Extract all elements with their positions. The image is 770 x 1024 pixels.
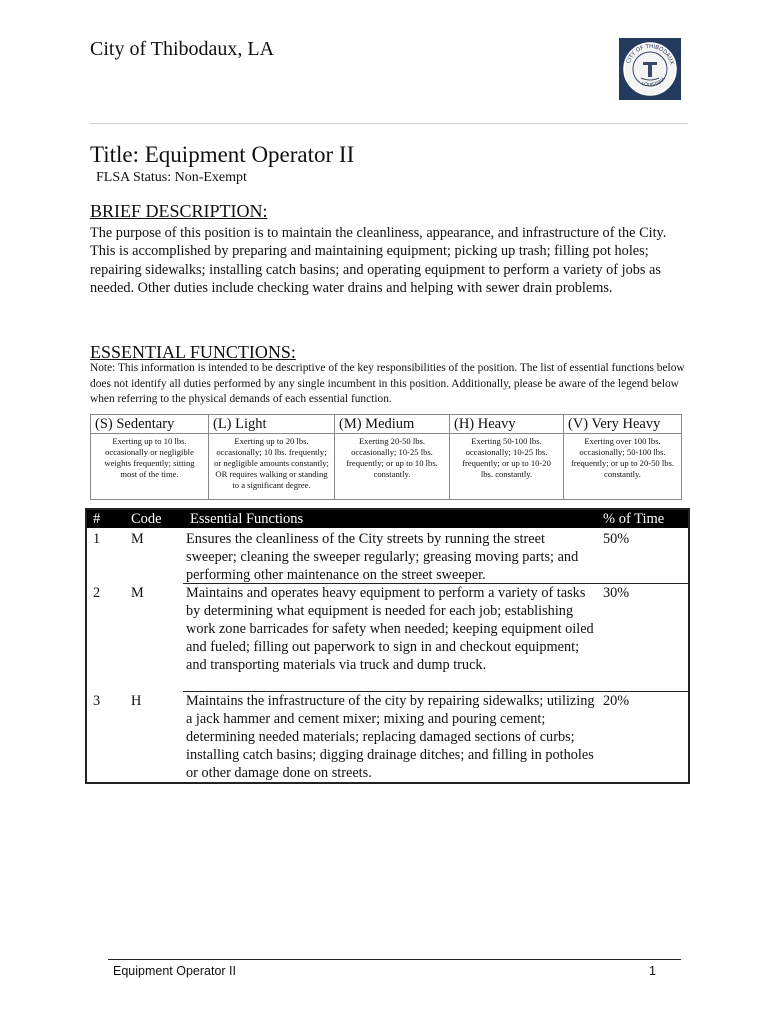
legend-label: (L) Light xyxy=(209,415,334,434)
brief-description-text: The purpose of this position is to maintain the cleanliness, appearance, and infrastructure of the City. This is accomplished by preparing and maintaining equipment; picking up trash; filling pot holes; repairing sidewalks; installing catch basins; and operating equipment to perform a variety of jobs as needed. Other duties include checking water drains and helping with sewer drain problems. xyxy=(90,225,667,296)
legend-description: Exerting over 100 lbs. occasionally; 50-100 lbs. frequently; or up to 20-50 lbs. constantly. xyxy=(570,436,675,479)
seal-bottom-text: LOUISIANA xyxy=(640,76,667,89)
footer-divider xyxy=(108,959,681,960)
row-code: H xyxy=(131,693,142,709)
legend-label: (H) Heavy xyxy=(450,415,563,434)
row-number: 2 xyxy=(93,585,101,601)
brief-description-heading: BRIEF DESCRIPTION: xyxy=(90,201,268,221)
legend-sedentary xyxy=(91,415,209,499)
legend-label: (V) Very Heavy xyxy=(564,415,681,434)
header-essential-functions: Essential Functions xyxy=(190,511,304,527)
essential-functions-table xyxy=(85,508,690,784)
row-percent: 20% xyxy=(603,693,630,709)
job-title: Title: Equipment Operator II xyxy=(90,142,355,167)
row-code: M xyxy=(131,531,144,547)
row-code: M xyxy=(131,585,144,601)
table-header-row xyxy=(87,510,688,528)
row-function-text: Ensures the cleanliness of the City streets by running the street sweeper; cleaning the sweeper regularly; greasing moving parts; and performing other maintenance on the street sweeper. xyxy=(186,531,579,583)
header-divider xyxy=(90,123,688,124)
table-row xyxy=(87,692,688,780)
essential-functions-heading: ESSENTIAL FUNCTIONS: xyxy=(90,342,296,362)
essential-functions-note: Note: This information is intended to be descriptive of the key responsibilities of the position. The list of essential functions below does not identify all duties performed by any single incumbent in this position. Additionally, please be aware of the legend below when referring to the physical demands of each essential function. xyxy=(90,362,685,406)
legend-label: (M) Medium xyxy=(335,415,449,434)
legend-heavy xyxy=(450,415,564,499)
seal-top-text: CITY OF THIBODAUX xyxy=(625,43,675,66)
legend-label: (S) Sedentary xyxy=(91,415,208,434)
footer-page-number: 1 xyxy=(649,964,656,978)
row-percent: 50% xyxy=(603,531,630,547)
row-percent: 30% xyxy=(603,585,630,601)
legend-description: Exerting 50-100 lbs. occasionally; 10-25 lbs. frequently; or up to 10-20 lbs. constantly. xyxy=(462,436,551,479)
legend-medium xyxy=(335,415,450,499)
header-number: # xyxy=(93,511,101,527)
header-city-name: City of Thibodaux, LA xyxy=(90,38,275,60)
row-function-text: Maintains and operates heavy equipment to perform a variety of tasks by determining what equipment is needed for each job; establishing work zone barricades for safety when needed; keeping equipment oiled and fueled; filling out paperwork to sign in and checkout equipment; and transporting materials via truck and dump truck. xyxy=(186,585,594,673)
legend-description: Exerting up to 10 lbs. occasionally or negligible weights frequently; sitting most of the time. xyxy=(104,436,195,479)
row-number: 1 xyxy=(93,531,101,547)
table-row xyxy=(87,530,688,582)
legend-description: Exerting 20-50 lbs. occasionally; 10-25 lbs. frequently; or up to 10 lbs. constantly. xyxy=(346,436,438,479)
physical-demands-legend xyxy=(90,414,682,500)
legend-description: Exerting up to 20 lbs. occasionally; 10 lbs. frequently; or negligible amounts constantly; OR requires walking or standing to a significant degree. xyxy=(214,436,329,490)
table-row xyxy=(87,584,688,690)
header-percent-time: % of Time xyxy=(603,511,665,527)
row-number: 3 xyxy=(93,693,101,709)
footer-document-title: Equipment Operator II xyxy=(113,964,236,978)
row-function-text: Maintains the infrastructure of the city by repairing sidewalks; utilizing a jack hammer and cement mixer; mixing and pouring cement; determining needed materials; replacing damaged sections of curbs; installing catch basins; digging drainage ditches; and filling in potholes or other damage done on streets. xyxy=(186,693,595,781)
flsa-status: FLSA Status: Non-Exempt xyxy=(96,170,247,185)
legend-very-heavy xyxy=(564,415,681,499)
header-code: Code xyxy=(131,511,162,527)
city-seal-logo xyxy=(619,38,681,100)
legend-light xyxy=(209,415,335,499)
